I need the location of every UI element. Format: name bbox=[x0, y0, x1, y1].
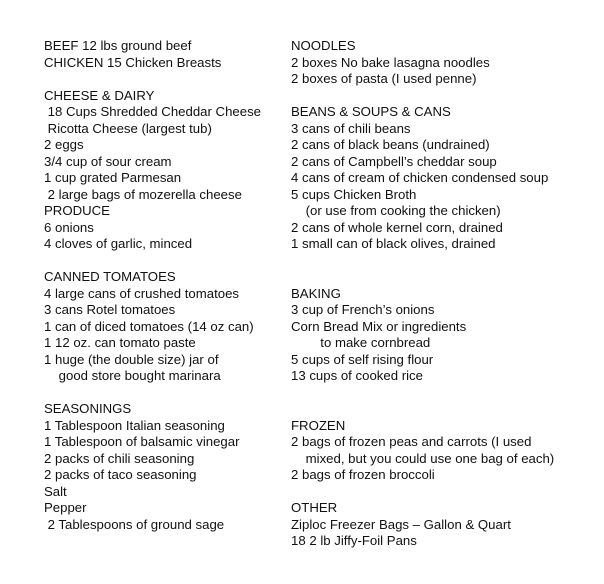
list-item: 2 bags of frozen broccoli bbox=[291, 467, 435, 482]
spacer bbox=[291, 253, 591, 270]
list-item: 2 cans of Campbell’s cheddar soup bbox=[291, 153, 497, 169]
list-item: 1 huge (the double size) jar of bbox=[44, 351, 219, 367]
list-item: Ricotta Cheese (largest tub) bbox=[44, 120, 212, 136]
list-item: to make cornbread bbox=[291, 335, 431, 350]
section-heading: OTHER bbox=[291, 500, 338, 515]
list-item: 3/4 cup of sour cream bbox=[44, 153, 172, 169]
spacer bbox=[44, 385, 284, 402]
spacer bbox=[291, 484, 591, 501]
spacer bbox=[291, 401, 591, 418]
section-heading: CHEESE & DAIRY bbox=[44, 87, 155, 103]
list-item: Pepper bbox=[44, 500, 87, 515]
section-heading: CANNED TOMATOES bbox=[44, 269, 176, 284]
list-item: 18 Cups Shredded Cheddar Cheese bbox=[44, 104, 262, 119]
list-item: 3 cup of French’s onions bbox=[291, 302, 435, 317]
list-item: 4 cloves of garlic, minced bbox=[44, 236, 193, 251]
list-item: 2 packs of taco seasoning bbox=[44, 467, 197, 482]
list-item: mixed, but you could use one bag of each) bbox=[291, 450, 555, 466]
spacer bbox=[291, 385, 591, 402]
list-item: 3 cans Rotel tomatoes bbox=[44, 302, 176, 317]
list-item: 1 can of diced tomatoes (14 oz can) bbox=[44, 318, 254, 334]
section-heading: PRODUCE bbox=[44, 203, 110, 218]
list-item: (or use from cooking the chicken) bbox=[291, 203, 501, 218]
list-item: 18 2 lb Jiffy-Foil Pans bbox=[291, 533, 417, 548]
list-item: 1 small can of black olives, drained bbox=[291, 236, 496, 251]
section-heading: FROZEN bbox=[291, 417, 346, 433]
list-item: 1 Tablespoon of balsamic vinegar bbox=[44, 434, 240, 449]
list-item: 2 boxes of pasta (I used penne) bbox=[291, 71, 477, 86]
list-item: 2 cans of black beans (undrained) bbox=[291, 137, 490, 152]
list-item: 2 boxes No bake lasagna noodles bbox=[291, 54, 490, 70]
list-item: good store bought marinara bbox=[44, 368, 221, 383]
list-item: 1 cup grated Parmesan bbox=[44, 170, 182, 185]
section-heading: SEASONINGS bbox=[44, 401, 132, 416]
section-heading: BAKING bbox=[291, 285, 341, 301]
section-heading: BEANS & SOUPS & CANS bbox=[291, 104, 451, 119]
list-item: 1 Tablespoon Italian seasoning bbox=[44, 417, 225, 433]
list-item: 2 large bags of mozerella cheese bbox=[44, 186, 242, 202]
list-item: CHICKEN 15 Chicken Breasts bbox=[44, 54, 222, 70]
spacer bbox=[291, 88, 591, 105]
list-item: 2 Tablespoons of ground sage bbox=[44, 516, 225, 532]
spacer bbox=[291, 269, 591, 286]
list-item: 13 cups of cooked rice bbox=[291, 368, 423, 383]
list-item: 5 cups Chicken Broth bbox=[291, 186, 417, 202]
right-column bbox=[291, 38, 591, 550]
list-item: Salt bbox=[44, 483, 67, 499]
list-item: 4 large cans of crushed tomatoes bbox=[44, 285, 239, 301]
list-item: Ziploc Freezer Bags – Gallon & Quart bbox=[291, 516, 511, 532]
list-item: 2 bags of frozen peas and carrots (I used bbox=[291, 434, 532, 449]
list-item: 5 cups of self rising flour bbox=[291, 351, 434, 367]
list-item: 4 cans of cream of chicken condensed soup bbox=[291, 170, 549, 185]
list-item: 6 onions bbox=[44, 219, 94, 235]
list-item: 2 cans of whole kernel corn, drained bbox=[291, 219, 503, 235]
list-item: BEEF 12 lbs ground beef bbox=[44, 38, 192, 53]
list-item: 2 packs of chili seasoning bbox=[44, 450, 195, 466]
list-item: Corn Bread Mix or ingredients bbox=[291, 318, 467, 334]
list-item: 3 cans of chili beans bbox=[291, 120, 411, 136]
spacer bbox=[44, 71, 284, 88]
list-item: 2 eggs bbox=[44, 137, 84, 152]
left-column bbox=[44, 38, 284, 533]
list-item: 1 12 oz. can tomato paste bbox=[44, 335, 196, 350]
section-heading: NOODLES bbox=[291, 38, 356, 53]
spacer bbox=[44, 253, 284, 270]
